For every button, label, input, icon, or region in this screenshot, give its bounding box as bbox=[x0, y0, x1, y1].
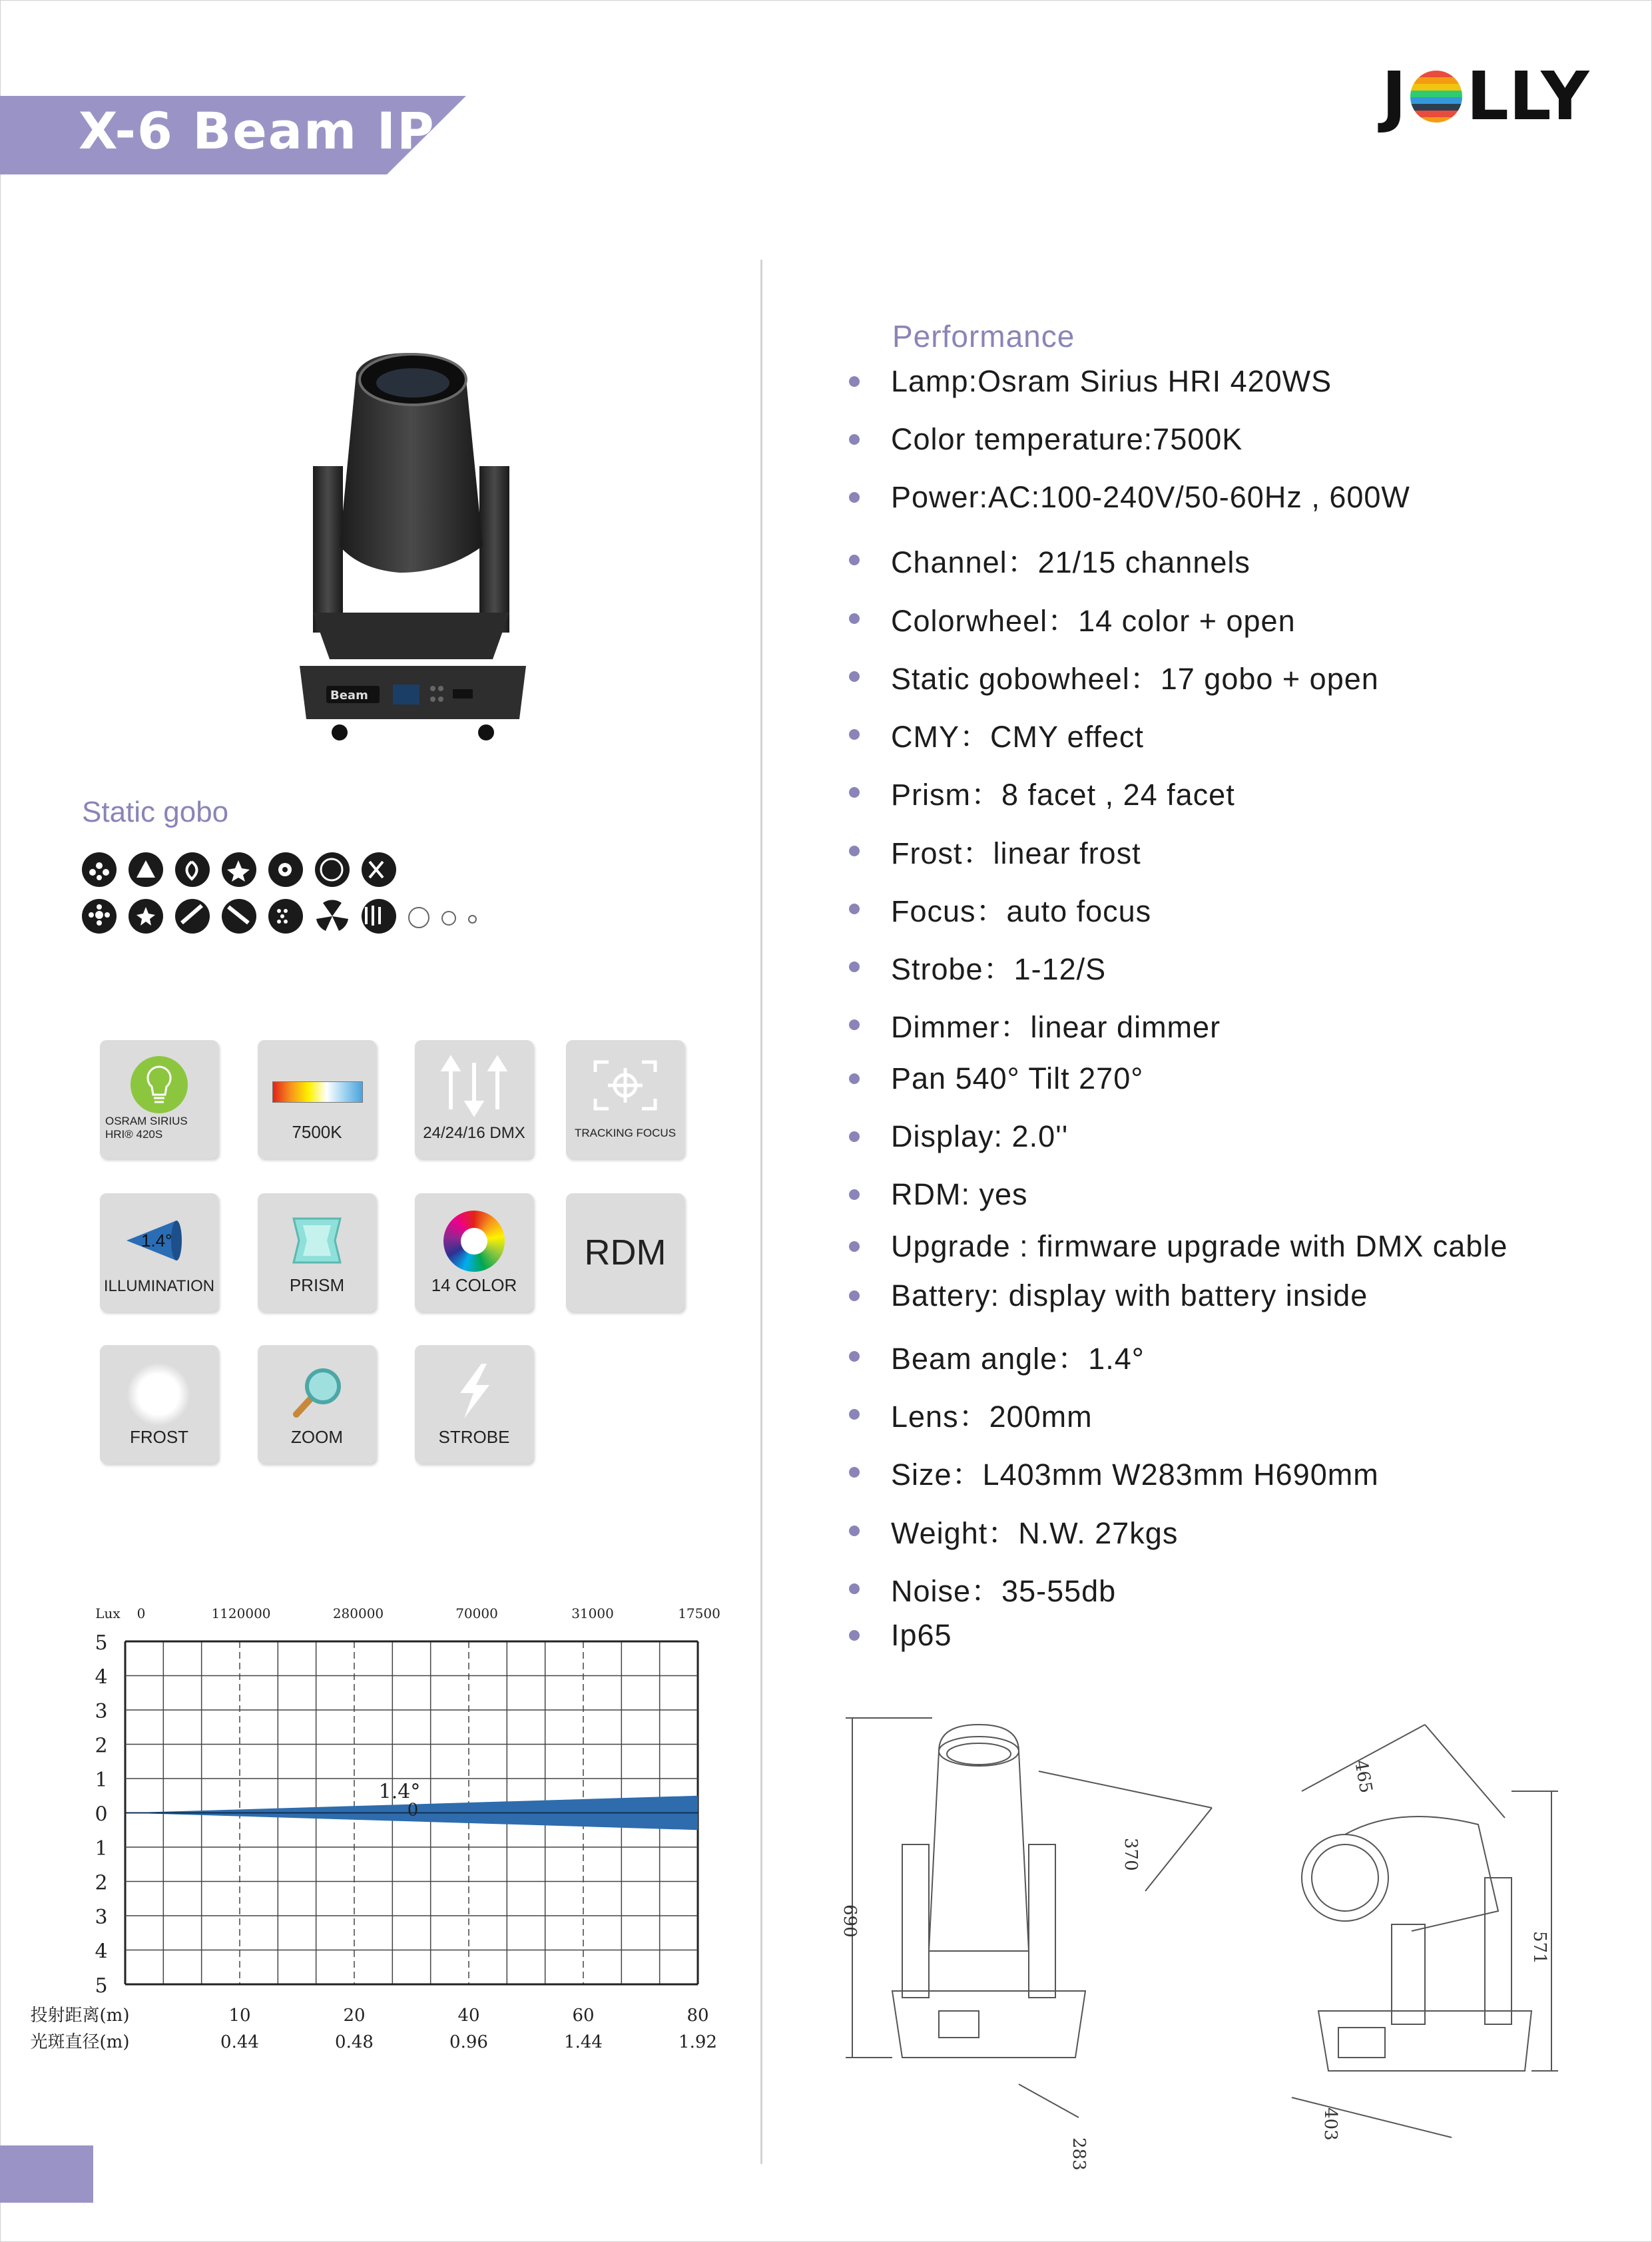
spec-text: Colorwheel：14 color + open bbox=[891, 604, 1296, 638]
bullet-icon bbox=[849, 376, 860, 387]
lux-value: 17500 bbox=[678, 1605, 720, 1621]
lux-value: 31000 bbox=[571, 1605, 614, 1621]
feature-prism bbox=[258, 1193, 376, 1312]
bullet-icon bbox=[849, 555, 860, 565]
side-length-dimension: 403 bbox=[1320, 2107, 1340, 2141]
feature-lamp-label: OSRAM SIRIUS HRI® 420S bbox=[105, 1115, 188, 1141]
feature-dmx bbox=[415, 1040, 533, 1159]
origin-label: 0 bbox=[407, 1800, 419, 1821]
feature-frost-label: FROST bbox=[129, 1427, 189, 1447]
color-wheel-icon bbox=[443, 1211, 505, 1272]
spec-item bbox=[849, 597, 1296, 640]
bullet-icon bbox=[849, 1630, 860, 1641]
bullet-icon bbox=[849, 904, 860, 914]
gobo-open-medium-icon bbox=[441, 911, 456, 926]
y-tick-label: 1 bbox=[95, 1769, 108, 1792]
spec-item bbox=[849, 480, 1410, 515]
distance-value: 80 bbox=[687, 2006, 709, 2026]
spec-text: Color temperature:7500K bbox=[891, 422, 1243, 456]
distance-label: 投射距离(m) bbox=[30, 2006, 130, 2026]
gobo-row-2 bbox=[82, 899, 477, 934]
gobo-split-icon bbox=[175, 899, 210, 934]
spec-text: Weight：N.W. 27kgs bbox=[891, 1516, 1179, 1550]
bullet-icon bbox=[849, 1409, 860, 1420]
spec-text: Upgrade : firmware upgrade with DMX cable bbox=[891, 1229, 1508, 1263]
spec-text: Strobe：1-12/S bbox=[891, 952, 1107, 986]
logo-letters-lly: LLY bbox=[1466, 57, 1589, 135]
spec-text: Battery: display with battery inside bbox=[891, 1278, 1368, 1312]
spec-item bbox=[849, 945, 1106, 988]
spec-text: Lamp:Osram Sirius HRI 420WS bbox=[891, 364, 1332, 398]
feature-dmx-label: 24/24/16 DMX bbox=[423, 1124, 525, 1142]
spec-item bbox=[849, 1334, 1145, 1378]
spec-text: Static gobowheel：17 gobo + open bbox=[891, 662, 1379, 696]
y-tick-label: 3 bbox=[95, 1906, 108, 1929]
spec-text: Dimmer：linear dimmer bbox=[891, 1010, 1221, 1044]
gobo-dots-icon bbox=[82, 852, 117, 887]
spec-item bbox=[849, 829, 1141, 872]
y-tick-label: 2 bbox=[95, 1734, 108, 1758]
color-temperature-icon bbox=[272, 1081, 363, 1103]
gobo-cross-dots-icon bbox=[82, 899, 117, 934]
gobo-star-cut-icon bbox=[129, 899, 163, 934]
prism-icon bbox=[288, 1212, 346, 1269]
distance-value: 40 bbox=[457, 2006, 480, 2026]
lux-value: 1120000 bbox=[211, 1605, 271, 1621]
bullet-icon bbox=[849, 492, 860, 503]
gobo-stripes-icon bbox=[362, 899, 396, 934]
front-depth-dimension: 370 bbox=[1121, 1838, 1141, 1871]
spec-text: Channel：21/15 channels bbox=[891, 545, 1250, 579]
spec-text: Size：L403mm W283mm H690mm bbox=[891, 1458, 1379, 1492]
spec-text: Prism：8 facet , 24 facet bbox=[891, 778, 1235, 812]
feature-frost bbox=[100, 1345, 218, 1464]
diameter-value: 0.44 bbox=[220, 2032, 259, 2052]
illumination-angle: 1.4° bbox=[141, 1231, 172, 1251]
spec-item bbox=[849, 1119, 1068, 1154]
spec-text: Power:AC:100-240V/50-60Hz , 600W bbox=[891, 480, 1410, 514]
feature-illumination bbox=[100, 1193, 218, 1312]
spec-item bbox=[849, 1509, 1178, 1552]
spec-text: Noise：35-55db bbox=[891, 1574, 1117, 1608]
feature-strobe-label: STROBE bbox=[438, 1427, 510, 1447]
spec-item bbox=[849, 712, 1144, 756]
feature-illumination-label: ILLUMINATION bbox=[103, 1277, 215, 1295]
gobo-star-icon bbox=[222, 852, 256, 887]
spec-item bbox=[849, 422, 1242, 457]
spec-text: Pan 540° Tilt 270° bbox=[891, 1061, 1144, 1095]
zoom-icon bbox=[288, 1364, 346, 1421]
diameter-value: 0.48 bbox=[335, 2032, 374, 2052]
spec-item bbox=[849, 1392, 1093, 1436]
performance-title: Performance bbox=[892, 319, 1075, 354]
spec-item bbox=[849, 1567, 1116, 1610]
feature-color-temp-label: 7500K bbox=[292, 1122, 342, 1142]
gobo-swirl-icon bbox=[175, 852, 210, 887]
feature-tracking-focus-label: TRACKING FOCUS bbox=[574, 1127, 677, 1139]
front-view-drawing bbox=[846, 1718, 1212, 2117]
lux-value: 0 bbox=[137, 1605, 146, 1621]
diameter-value: 1.92 bbox=[679, 2032, 717, 2052]
spec-item bbox=[849, 770, 1235, 814]
dmx-arrows-icon bbox=[437, 1056, 511, 1116]
bullet-icon bbox=[849, 846, 860, 856]
spec-text: Frost：linear frost bbox=[891, 836, 1141, 870]
spec-item bbox=[849, 887, 1151, 930]
spec-text: Display: 2.0'' bbox=[891, 1119, 1069, 1153]
feature-color-wheel bbox=[415, 1193, 533, 1312]
y-tick-label: 5 bbox=[95, 1974, 108, 1998]
page-title: X-6 Beam IP bbox=[79, 101, 435, 160]
spec-text: Focus：auto focus bbox=[891, 894, 1152, 928]
lux-value: 70000 bbox=[455, 1605, 498, 1621]
y-tick-label: 4 bbox=[95, 1940, 108, 1964]
distance-value: 60 bbox=[572, 2006, 595, 2026]
y-tick-label: 1 bbox=[95, 1837, 108, 1860]
bullet-icon bbox=[849, 1351, 860, 1362]
y-tick-label: 4 bbox=[95, 1665, 108, 1689]
spec-item bbox=[849, 655, 1379, 698]
bullet-icon bbox=[849, 1131, 860, 1142]
jolly-logo bbox=[1382, 57, 1589, 135]
bullet-icon bbox=[849, 729, 860, 740]
bullet-icon bbox=[849, 787, 860, 798]
feature-rdm bbox=[566, 1193, 685, 1312]
gobo-eye-icon bbox=[268, 852, 303, 887]
column-divider bbox=[760, 260, 762, 2164]
spec-item bbox=[849, 1003, 1221, 1046]
diameter-value: 0.96 bbox=[449, 2032, 488, 2052]
spec-item bbox=[849, 538, 1250, 581]
feature-strobe bbox=[415, 1345, 533, 1464]
dimension-drawings bbox=[839, 1711, 1558, 2171]
gobo-open-large-icon bbox=[408, 907, 429, 928]
strobe-icon bbox=[449, 1361, 500, 1421]
gobo-row-1 bbox=[82, 852, 396, 887]
spec-text: Beam angle：1.4° bbox=[891, 1342, 1145, 1376]
spec-item bbox=[849, 1278, 1368, 1313]
spec-item bbox=[849, 1177, 1028, 1212]
feature-prism-label: PRISM bbox=[289, 1275, 345, 1295]
front-height-dimension: 690 bbox=[840, 1904, 860, 1938]
bullet-icon bbox=[849, 434, 860, 445]
beam-chart bbox=[30, 1595, 726, 2061]
gobo-speckle-icon bbox=[268, 899, 303, 934]
diameter-value: 1.44 bbox=[564, 2032, 603, 2052]
spec-text: Lens：200mm bbox=[891, 1400, 1093, 1434]
spec-item bbox=[849, 1061, 1143, 1096]
lux-value: 280000 bbox=[332, 1605, 384, 1621]
lux-label: Lux bbox=[95, 1605, 121, 1621]
rdm-text: RDM bbox=[584, 1233, 667, 1272]
bullet-icon bbox=[849, 671, 860, 682]
focus-target-icon bbox=[592, 1059, 659, 1112]
spec-text: CMY：CMY effect bbox=[891, 720, 1144, 754]
footer-accent-block bbox=[0, 2145, 93, 2203]
feature-zoom bbox=[258, 1345, 376, 1464]
logo-sunset-icon bbox=[1410, 71, 1462, 123]
diameter-label: 光斑直径(m) bbox=[30, 2032, 130, 2052]
spec-item bbox=[849, 1450, 1379, 1494]
bullet-icon bbox=[849, 1290, 860, 1301]
y-tick-label: 3 bbox=[95, 1700, 108, 1723]
static-gobo-label: Static gobo bbox=[82, 796, 229, 828]
beam-angle-label: 1.4° bbox=[378, 1780, 421, 1804]
bulb-icon bbox=[129, 1055, 189, 1115]
spec-text: RDM: yes bbox=[891, 1177, 1028, 1211]
feature-lamp bbox=[100, 1040, 218, 1159]
y-tick-label: 0 bbox=[95, 1803, 108, 1826]
panel-label: Beam bbox=[330, 689, 368, 702]
feature-zoom-label: ZOOM bbox=[291, 1427, 343, 1447]
side-view-drawing bbox=[1292, 1725, 1558, 2137]
bullet-icon bbox=[849, 1583, 860, 1594]
product-photo bbox=[293, 346, 533, 746]
y-tick-label: 5 bbox=[95, 1631, 108, 1655]
side-diagonal-dimension: 465 bbox=[1350, 1759, 1376, 1795]
gobo-triangle-icon bbox=[129, 852, 163, 887]
y-tick-label: 2 bbox=[95, 1871, 108, 1895]
side-height-dimension: 571 bbox=[1529, 1931, 1549, 1964]
frost-icon bbox=[127, 1362, 190, 1426]
spec-text: Ip65 bbox=[891, 1618, 952, 1652]
gobo-fan-icon bbox=[362, 852, 396, 887]
bullet-icon bbox=[849, 1073, 860, 1084]
logo-letter-j: J bbox=[1382, 57, 1407, 135]
front-width-dimension: 283 bbox=[1069, 2137, 1089, 2171]
spec-item bbox=[849, 1229, 1508, 1264]
feature-tracking-focus bbox=[566, 1040, 685, 1159]
spec-item bbox=[849, 364, 1332, 399]
bullet-icon bbox=[849, 1526, 860, 1536]
gobo-radiation-icon bbox=[315, 899, 350, 934]
gobo-open-small-icon bbox=[468, 915, 477, 924]
gobo-ring-icon bbox=[315, 852, 350, 887]
bullet-icon bbox=[849, 1189, 860, 1200]
feature-color-wheel-label: 14 COLOR bbox=[431, 1275, 517, 1295]
bullet-icon bbox=[849, 1019, 860, 1030]
bullet-icon bbox=[849, 1241, 860, 1252]
bullet-icon bbox=[849, 1467, 860, 1478]
distance-value: 10 bbox=[228, 2006, 251, 2026]
feature-color-temp bbox=[258, 1040, 376, 1159]
distance-value: 20 bbox=[343, 2006, 366, 2026]
gobo-slash-icon bbox=[222, 899, 256, 934]
bullet-icon bbox=[849, 962, 860, 972]
spec-item bbox=[849, 1618, 952, 1653]
bullet-icon bbox=[849, 613, 860, 624]
